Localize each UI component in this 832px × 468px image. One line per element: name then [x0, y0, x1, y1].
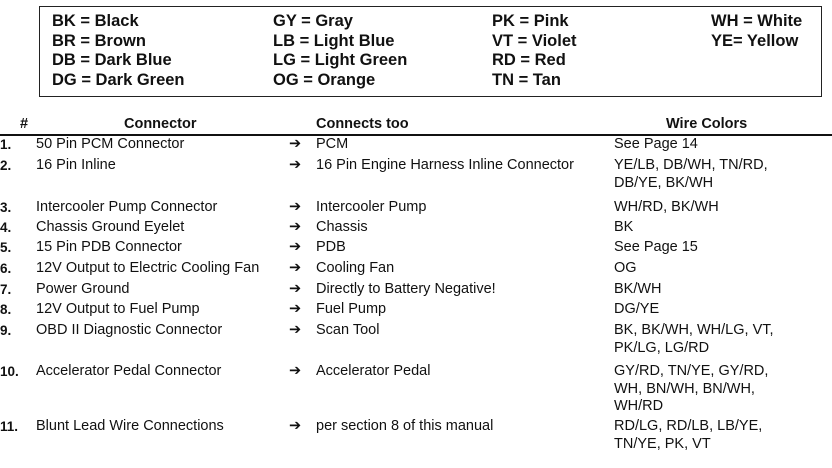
arrow-right-icon: ➔: [289, 219, 302, 235]
arrow-right-icon: ➔: [289, 418, 302, 434]
table-row: [0, 363, 832, 419]
legend-entry: TN = Tan: [492, 70, 561, 89]
wire-colors-line: BK/WH: [614, 281, 662, 297]
legend-entry: OG = Orange: [273, 70, 376, 89]
header-connector: Connector: [124, 116, 197, 132]
wire-colors-line: PK/LG, LG/RD: [614, 339, 710, 356]
connects-to: Cooling Fan: [316, 260, 395, 276]
connects-to: Chassis: [316, 219, 368, 235]
wire-colors-line: See Page 15: [614, 239, 698, 255]
arrow-right-icon: ➔: [289, 157, 302, 173]
connector-name: 15 Pin PDB Connector: [36, 239, 182, 255]
arrow-right-icon: ➔: [289, 199, 302, 215]
arrow-right-icon: ➔: [289, 136, 302, 152]
legend-entry: DG = Dark Green: [52, 70, 185, 89]
wire-colors-line: YE/LB, DB/WH, TN/RD,: [614, 157, 768, 173]
row-number: 5.: [0, 240, 12, 255]
wire-colors: [614, 199, 719, 217]
legend-entry: BR = Brown: [52, 31, 146, 50]
wire-colors-line: BK: [614, 219, 634, 235]
table-row: [0, 157, 832, 197]
wire-colors: [614, 322, 774, 357]
table-row: [0, 322, 832, 362]
wire-colors-line: DG/YE: [614, 301, 660, 317]
header-wire-colors: Wire Colors: [666, 116, 748, 132]
row-number: 3.: [0, 200, 12, 215]
connects-to: Fuel Pump: [316, 301, 387, 317]
wire-colors-line: GY/RD, TN/YE, GY/RD,: [614, 363, 769, 379]
legend-entry: YE= Yellow: [711, 31, 799, 50]
arrow-right-icon: ➔: [289, 281, 302, 297]
legend-entry: VT = Violet: [492, 31, 577, 50]
arrow-right-icon: ➔: [289, 322, 302, 338]
legend-entry: GY = Gray: [273, 12, 353, 30]
row-number: 7.: [0, 282, 12, 297]
legend-entry: LG = Light Green: [273, 51, 408, 69]
wire-colors: [614, 157, 768, 192]
header-connects-to: Connects too: [316, 116, 409, 132]
wire-colors-line: OG: [614, 260, 637, 276]
legend-entry: PK = Pink: [492, 12, 569, 30]
wire-colors-line: WH/RD, BK/WH: [614, 199, 719, 215]
connects-to: 16 Pin Engine Harness Inline Connector: [316, 157, 574, 173]
wire-colors-line: RD/LG, RD/LB, LB/YE,: [614, 418, 763, 434]
wire-colors: [614, 363, 768, 416]
wire-colors-line: See Page 14: [614, 136, 698, 152]
connector-name: Blunt Lead Wire Connections: [36, 418, 224, 434]
legend-entry: LB = Light Blue: [273, 31, 395, 50]
connector-name: Intercooler Pump Connector: [36, 199, 218, 215]
row-number: 4.: [0, 220, 12, 235]
connects-to: Directly to Battery Negative!: [316, 281, 496, 297]
connector-name: 50 Pin PCM Connector: [36, 136, 185, 152]
arrow-right-icon: ➔: [289, 363, 302, 379]
legend-entry: BK = Black: [52, 12, 139, 30]
connects-to: Intercooler Pump: [316, 199, 427, 215]
wire-colors-line: DB/YE, BK/WH: [614, 174, 714, 191]
wire-colors-line: WH/RD: [614, 398, 664, 414]
row-number: 9.: [0, 323, 12, 338]
connects-to: per section 8 of this manual: [316, 418, 494, 434]
legend-entry: WH = White: [711, 12, 803, 30]
wire-colors-line: BK, BK/WH, WH/LG, VT,: [614, 322, 774, 338]
wire-colors-line: TN/YE, PK, VT: [614, 435, 711, 452]
wire-colors: [614, 136, 698, 154]
legend-entry: DB = Dark Blue: [52, 51, 172, 69]
wire-colors: [614, 260, 637, 278]
connects-to: Accelerator Pedal: [316, 363, 431, 379]
wire-colors: [614, 301, 659, 319]
connects-to: PCM: [316, 136, 349, 152]
row-number: 6.: [0, 261, 12, 276]
row-number: 8.: [0, 302, 12, 317]
connector-name: Accelerator Pedal Connector: [36, 363, 222, 379]
header-number: #: [20, 116, 29, 132]
wire-colors-line: WH, BN/WH, BN/WH,: [614, 380, 755, 397]
table-row: [0, 418, 832, 458]
row-number: 2.: [0, 158, 12, 173]
connector-name: OBD II Diagnostic Connector: [36, 322, 223, 338]
row-number: 11.: [0, 419, 19, 434]
arrow-right-icon: ➔: [289, 239, 302, 255]
connector-name: Power Ground: [36, 281, 130, 297]
connector-name: 16 Pin Inline: [36, 157, 116, 173]
arrow-right-icon: ➔: [289, 260, 302, 276]
connector-name: 12V Output to Fuel Pump: [36, 301, 200, 317]
arrow-right-icon: ➔: [289, 301, 302, 317]
wire-colors: [614, 219, 633, 237]
connector-name: 12V Output to Electric Cooling Fan: [36, 260, 260, 276]
connects-to: Scan Tool: [316, 322, 380, 338]
wire-colors: [614, 239, 698, 257]
row-number: 1.: [0, 137, 12, 152]
color-code-legend: [39, 6, 822, 97]
wire-colors: [614, 281, 662, 299]
connects-to: PDB: [316, 239, 346, 255]
row-number: 10.: [0, 364, 19, 379]
wire-colors: [614, 418, 762, 453]
legend-entry: RD = Red: [492, 51, 566, 69]
connector-name: Chassis Ground Eyelet: [36, 219, 185, 235]
